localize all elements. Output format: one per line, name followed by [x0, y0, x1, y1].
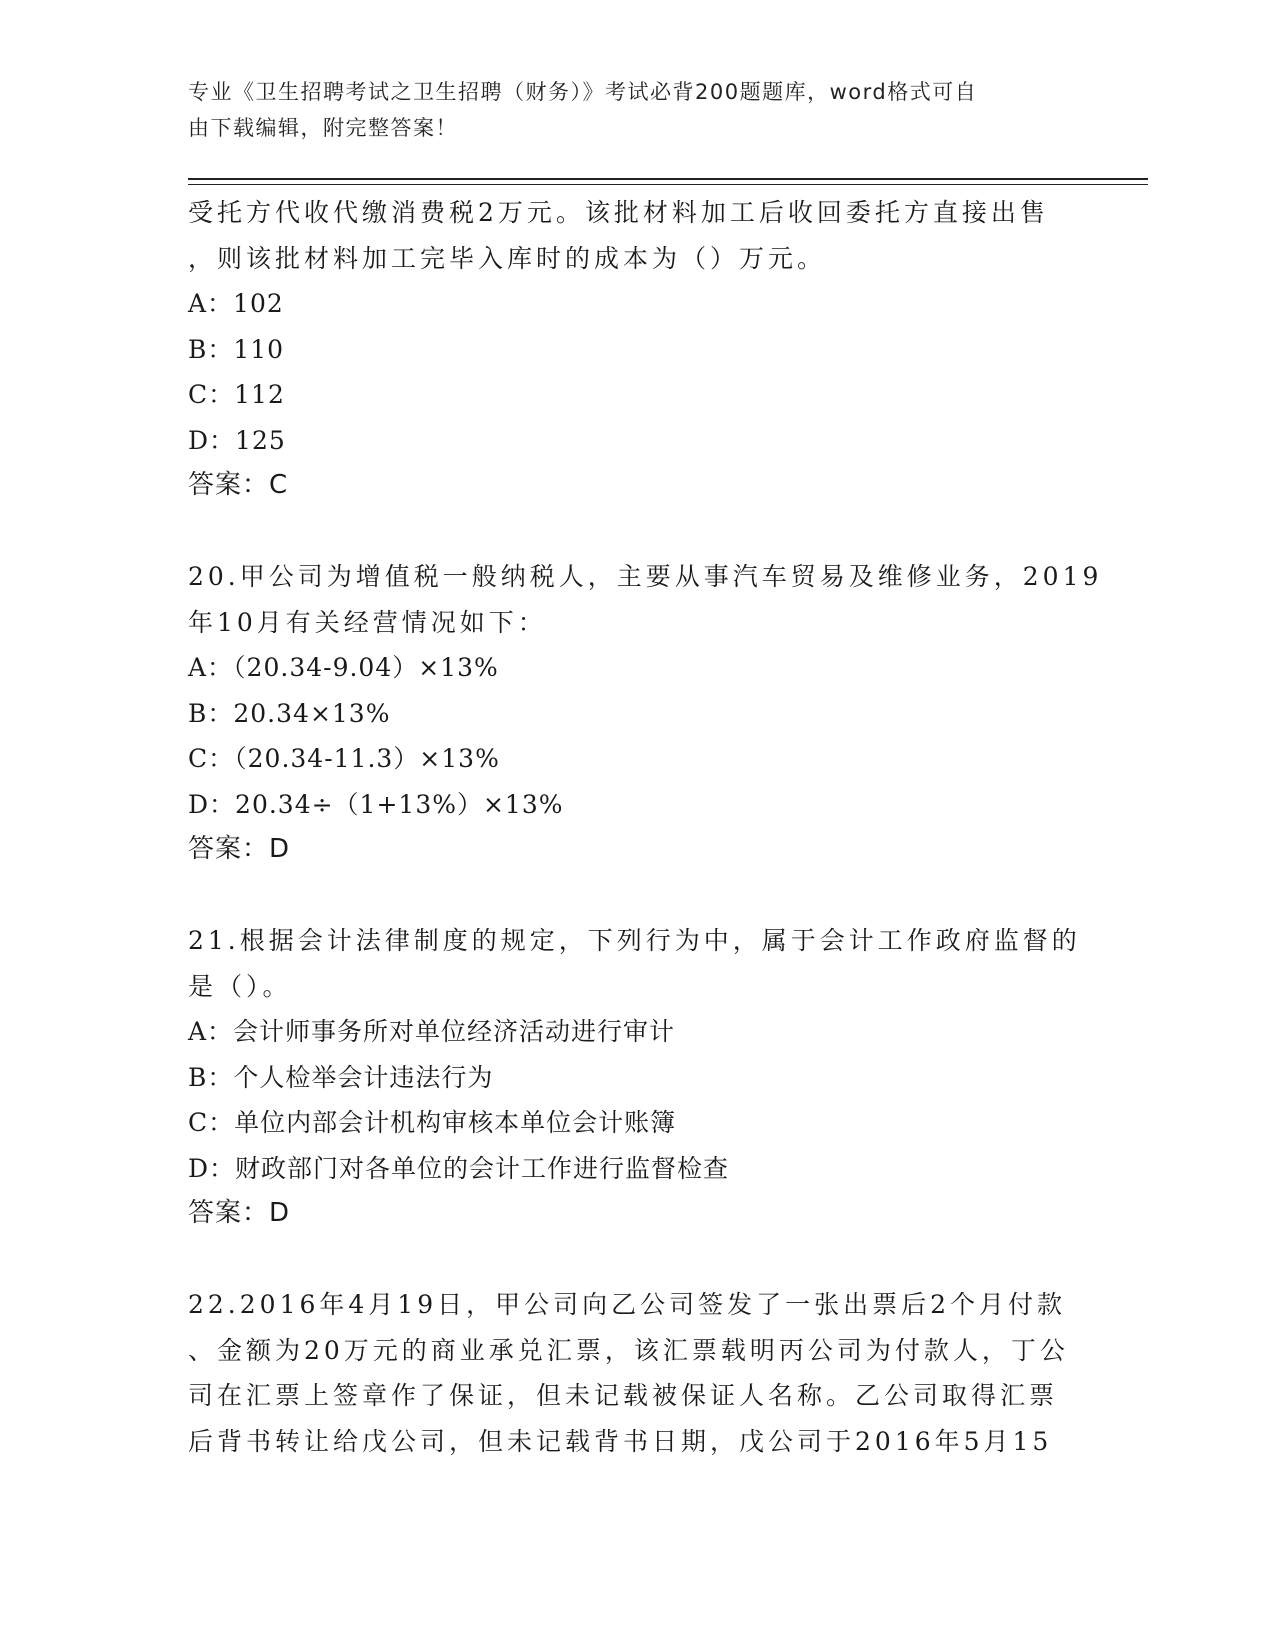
option-b: B：110 [188, 334, 285, 364]
header-line-1: 专业《卫生招聘考试之卫生招聘（财务）》考试必背200题题库，word格式可自 [188, 80, 978, 104]
option-b: B：20.34×13% [188, 698, 391, 728]
question-stem: 22.2016年4月19日，甲公司向乙公司签发了一张出票后2个月付款 [188, 1290, 1067, 1319]
question-stem: 20.甲公司为增值税一般纳税人，主要从事汽车贸易及维修业务，2019 [188, 562, 1103, 591]
option-c: C：（20.34-11.3）×13% [188, 744, 500, 773]
option-a: A：会计师事务所对单位经济活动进行审计 [188, 1017, 676, 1046]
header-line-2: 由下载编辑，附完整答案！ [188, 116, 458, 140]
document-body [188, 190, 1103, 1464]
spacer [188, 509, 1078, 555]
question-stem: 司在汇票上签章作了保证，但未记载被保证人名称。乙公司取得汇票 [188, 1381, 1059, 1410]
option-d: D：财政部门对各单位的会计工作进行监督检查 [188, 1153, 730, 1183]
question-stem: 21.根据会计法律制度的规定，下列行为中，属于会计工作政府监督的 [188, 926, 1081, 955]
header-divider-thick [188, 178, 1148, 180]
option-d: D：125 [188, 425, 286, 455]
question-stem: 年10月有关经营情况如下： [188, 607, 547, 637]
question-22 [188, 1282, 1078, 1464]
option-c: C：112 [188, 380, 285, 409]
question-19 [188, 190, 1078, 509]
answer: 答案：D [188, 834, 291, 864]
question-stem: ，则该批材料加工完毕入库时的成本为（）万元。 [188, 243, 827, 273]
question-20 [188, 554, 1103, 873]
question-stem: 受托方代收代缴消费税2万元。该批材料加工后收回委托方直接出售 [188, 198, 1049, 227]
question-stem: 后背书转让给戊公司，但未记载背书日期，戊公司于2016年5月15 [188, 1426, 1053, 1456]
option-c: C：单位内部会计机构审核本单位会计账簿 [188, 1108, 677, 1137]
answer: 答案：C [188, 470, 289, 500]
spacer [188, 1237, 1078, 1283]
option-b: B：个人检举会计违法行为 [188, 1062, 494, 1092]
question-21 [188, 918, 1081, 1237]
spacer [188, 873, 1078, 919]
option-d: D：20.34÷（1+13%）×13% [188, 789, 564, 819]
document-header [188, 74, 1068, 146]
answer: 答案：D [188, 1198, 291, 1228]
question-stem: 、金额为20万元的商业承兑汇票，该汇票载明丙公司为付款人，丁公 [188, 1335, 1069, 1365]
option-a: A：（20.34-9.04）×13% [188, 653, 499, 682]
header-divider-thin [188, 184, 1148, 185]
option-a: A：102 [188, 289, 284, 318]
question-stem: 是（）。 [188, 971, 292, 1001]
